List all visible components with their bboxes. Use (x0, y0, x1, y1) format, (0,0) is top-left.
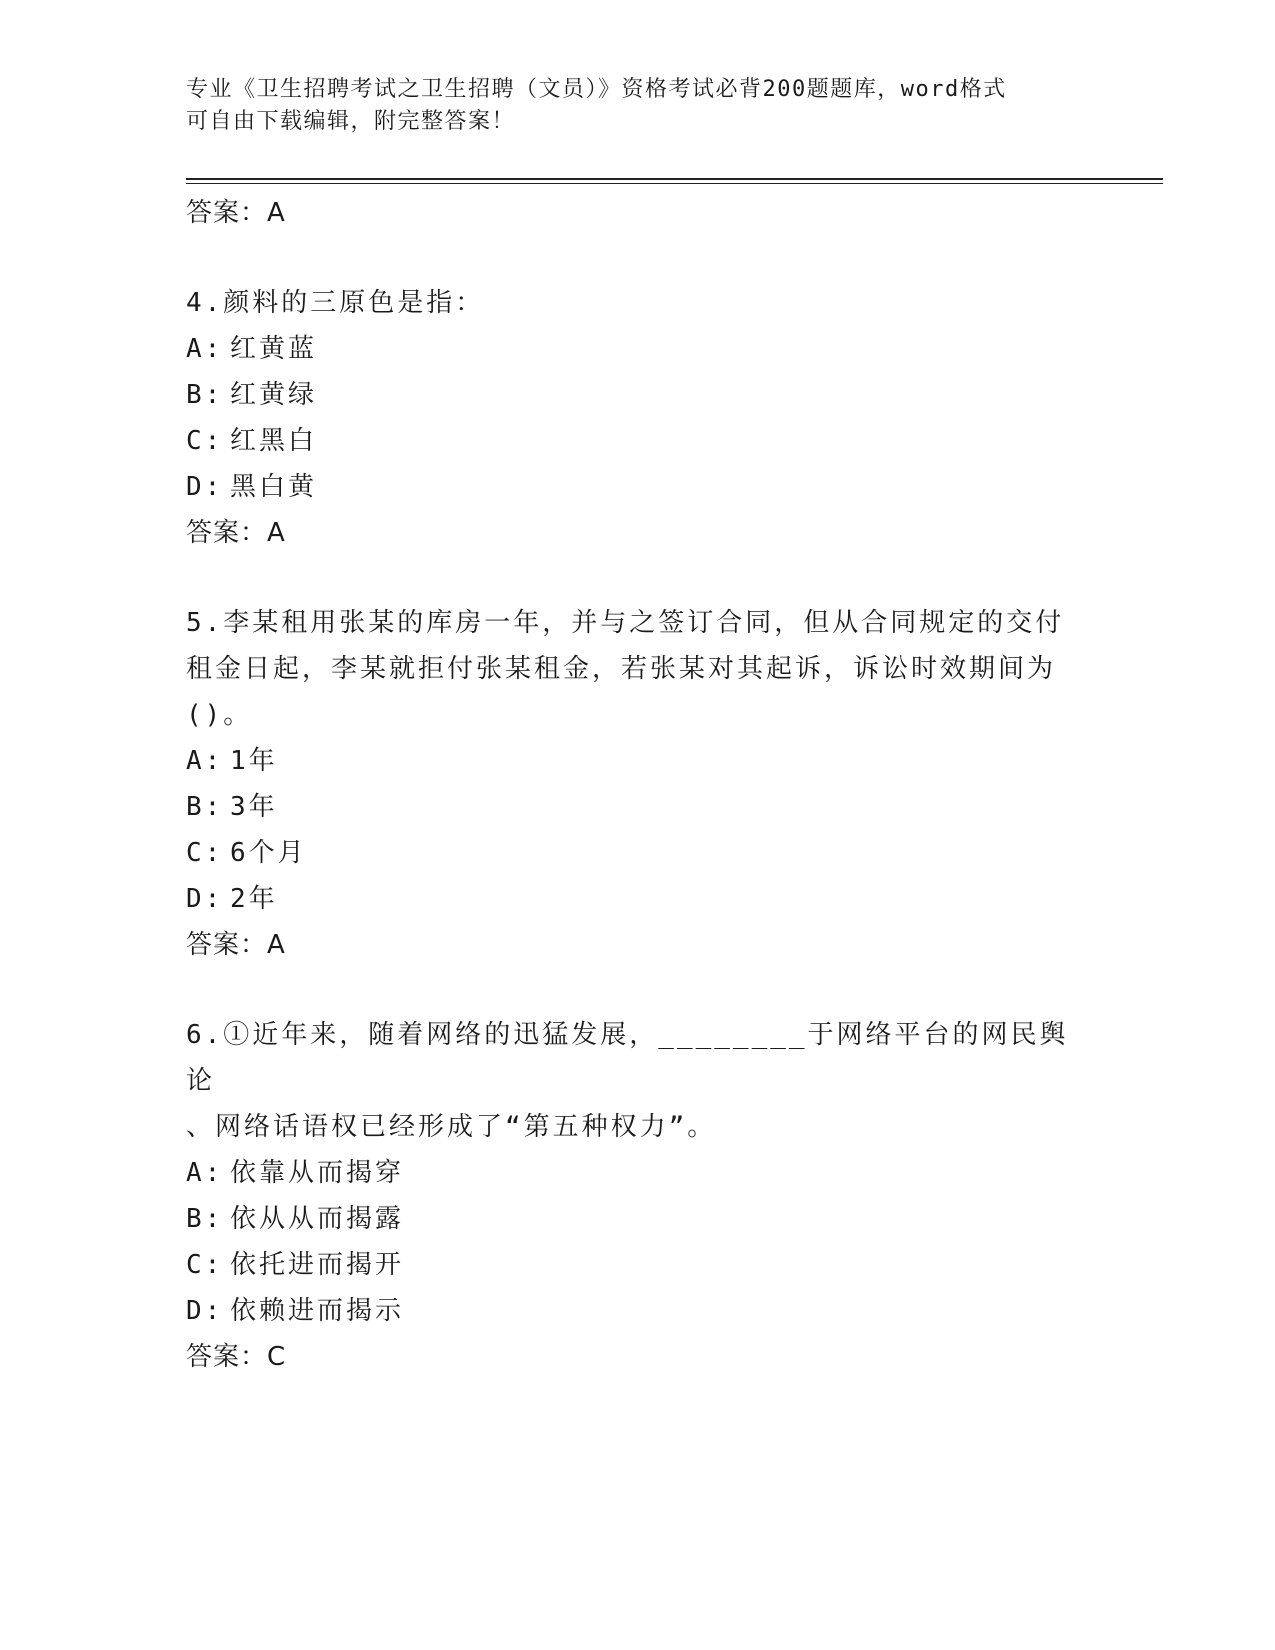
question-stem-line-2: 、网络话语权已经形成了“第五种权力”。 (186, 1112, 717, 1142)
option-text: 1年 (230, 746, 278, 776)
option-label: C: (186, 426, 224, 456)
option-text: 依托进而揭开 (230, 1250, 405, 1280)
option-b (186, 1196, 1086, 1242)
option-text: 3年 (230, 792, 278, 822)
answer-line: 答案：A (186, 518, 286, 548)
question-block-6 (186, 1012, 1086, 1380)
option-a (186, 1150, 1086, 1196)
option-label: D: (186, 472, 224, 502)
option-label: C: (186, 1250, 224, 1280)
option-text: 黑白黄 (230, 472, 318, 502)
header-divider-thick (186, 178, 1163, 180)
option-label: A: (186, 334, 224, 364)
answer-line: 答案：A (186, 930, 286, 960)
option-d (186, 1288, 1086, 1334)
option-label: C: (186, 838, 224, 868)
question-stem-line-2: 租金日起，李某就拒付张某租金，若张某对其起诉，诉讼时效期间为 (186, 654, 1057, 684)
option-a (186, 326, 1086, 372)
option-text: 依靠从而揭穿 (230, 1158, 405, 1188)
option-c (186, 830, 1086, 876)
option-label: A: (186, 1158, 224, 1188)
header-line-1: 专业《卫生招聘考试之卫生招聘（文员）》资格考试必背200题题库，word格式 (186, 77, 1007, 102)
option-label: B: (186, 1204, 224, 1234)
question-block-5 (186, 600, 1086, 968)
question-stem-line-1: 6.①近年来，随着网络的迅猛发展，________于网络平台的网民舆论 (186, 1020, 1069, 1096)
question-content (186, 190, 1086, 1380)
option-c (186, 418, 1086, 464)
option-label: D: (186, 884, 224, 914)
spacer (186, 968, 1086, 1012)
option-text: 依从从而揭露 (230, 1204, 405, 1234)
spacer (186, 236, 1086, 280)
option-text: 红黑白 (230, 426, 318, 456)
option-text: 依赖进而揭示 (230, 1296, 405, 1326)
option-label: B: (186, 380, 224, 410)
document-header (186, 74, 1086, 138)
answer-line: 答案：C (186, 1342, 287, 1372)
question-stem-line-1: 5.李某租用张某的库房一年，并与之签订合同，但从合同规定的交付 (186, 608, 1065, 638)
header-line-2: 可自由下载编辑，附完整答案！ (186, 109, 516, 134)
option-a (186, 738, 1086, 784)
option-text: 2年 (230, 884, 278, 914)
question-block-4 (186, 280, 1086, 556)
header-divider-thin (186, 183, 1163, 184)
option-label: A: (186, 746, 224, 776)
option-text: 6个月 (230, 838, 307, 868)
option-d (186, 464, 1086, 510)
option-text: 红黄绿 (230, 380, 318, 410)
option-text: 红黄蓝 (230, 334, 318, 364)
question-stem-line-3: ()。 (186, 700, 253, 730)
option-b (186, 372, 1086, 418)
option-d (186, 876, 1086, 922)
spacer (186, 556, 1086, 600)
answer-line: 答案：A (186, 198, 286, 228)
option-b (186, 784, 1086, 830)
option-c (186, 1242, 1086, 1288)
option-label: D: (186, 1296, 224, 1326)
question-stem: 4.颜料的三原色是指： (186, 288, 485, 318)
option-label: B: (186, 792, 224, 822)
